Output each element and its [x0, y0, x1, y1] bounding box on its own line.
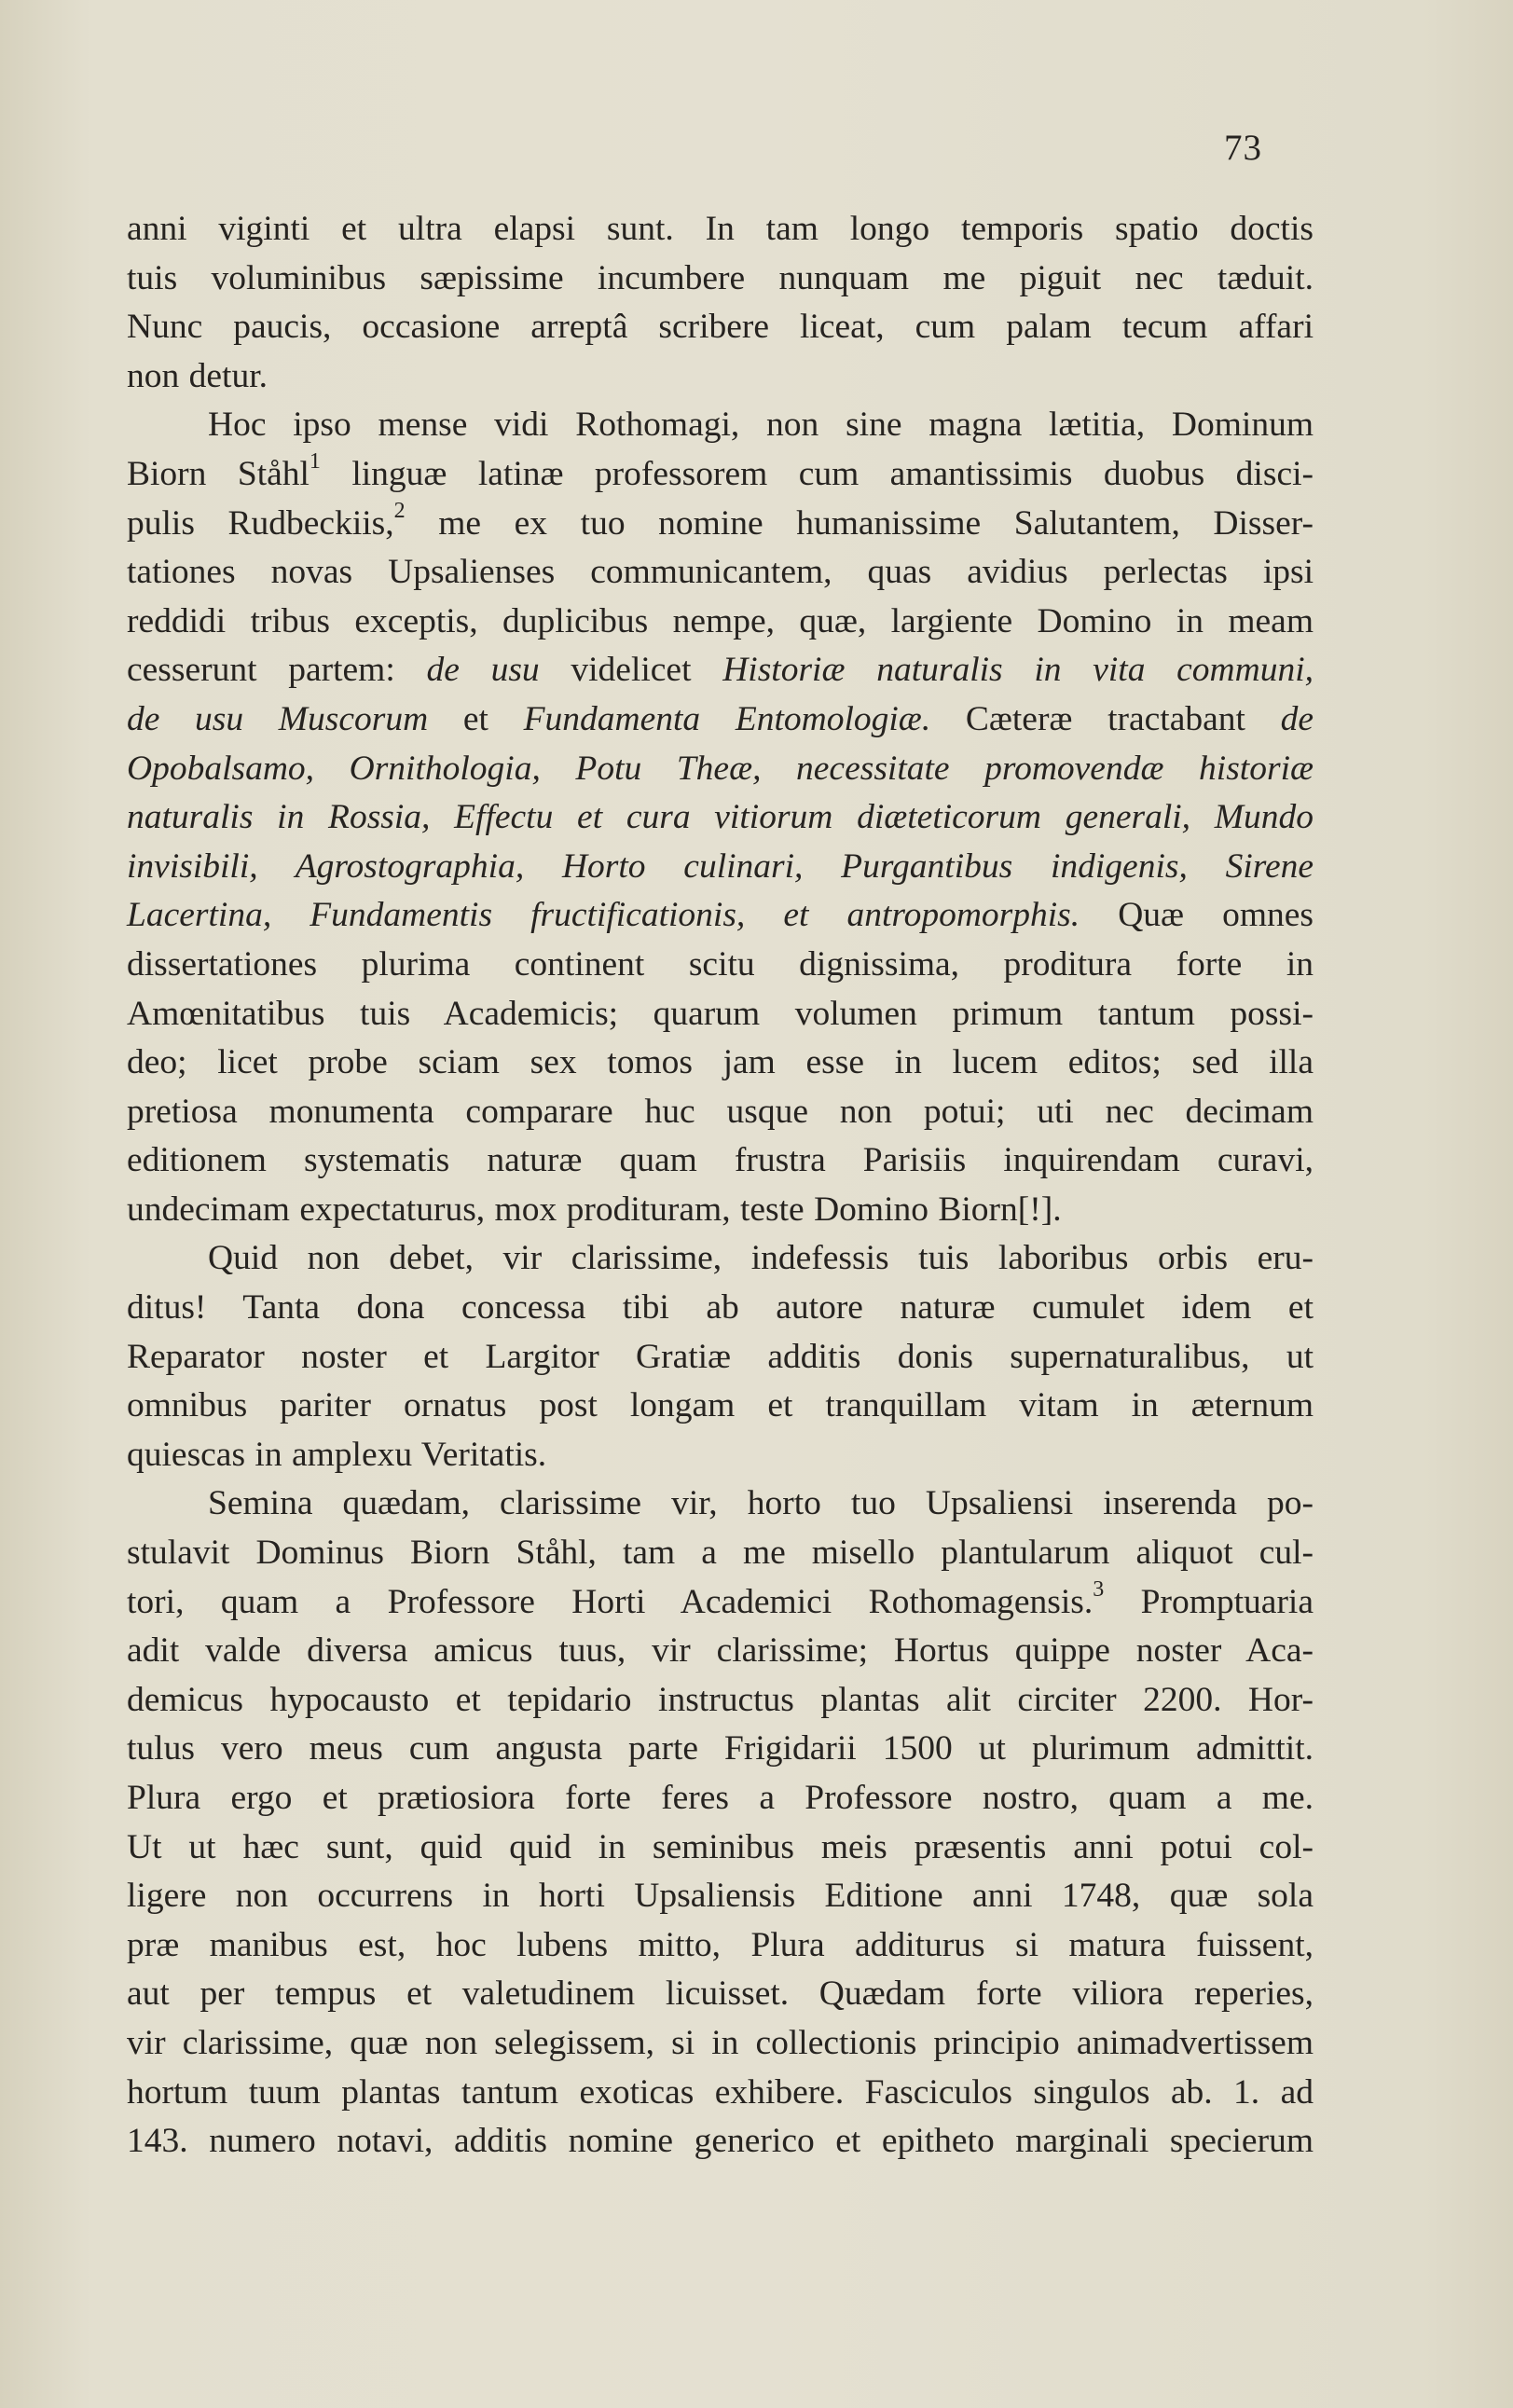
- text-run: tori, quam a Professore Horti Academici Rothomagensis.: [127, 1582, 1093, 1621]
- text-run: Biorn Ståhl: [127, 454, 309, 493]
- text-run: pulis Rudbeckiis,: [127, 503, 394, 543]
- text-line: [127, 1872, 1314, 1921]
- text-line: [127, 548, 1314, 598]
- text-line: [127, 1039, 1314, 1088]
- text-run: Reparator noster et Largitor Gratiæ additis donis supernaturalibus, ut: [127, 1337, 1314, 1376]
- text-line: [127, 1676, 1314, 1726]
- text-line: [127, 352, 1314, 402]
- text-line: [127, 843, 1314, 892]
- footnote-marker: 3: [1093, 1577, 1105, 1603]
- text-line: [127, 1234, 1314, 1284]
- text-line: [127, 695, 1314, 745]
- text-run: me ex tuo nomine humanissime Salutantem, Disser-: [405, 503, 1314, 543]
- text-run: demicus hypocausto et tepidario instructus plantas alit circiter 2200. Hor-: [127, 1680, 1314, 1719]
- text-run: hortum tuum plantas tantum exoticas exhibere. Fasciculos singulos ab. 1. ad: [127, 2072, 1314, 2112]
- text-line: [127, 793, 1314, 843]
- text-line: [127, 401, 1314, 450]
- footnote-marker: 1: [309, 449, 321, 475]
- text-run: quiescas in amplexu Veritatis.: [127, 1435, 547, 1474]
- text-line: [127, 1774, 1314, 1823]
- text-run: Nunc paucis, occasione arreptâ scribere liceat, cum palam tecum affari: [127, 308, 1314, 347]
- text-line: [127, 1921, 1314, 1971]
- text-run: anni viginti et ultra elapsi sunt. In tam longo temporis spatio doctis: [127, 210, 1314, 248]
- text-run: ditus! Tanta dona concessa tibi ab autore naturæ cumulet idem et: [127, 1288, 1314, 1328]
- text-run: stulavit Dominus Biorn Ståhl, tam a me misello plantularum aliquot cul-: [127, 1534, 1314, 1573]
- text-run: deo; licet probe sciam sex tomos jam esse in lucem editos; sed illa: [127, 1043, 1314, 1082]
- body-text: [127, 205, 1314, 2167]
- text-run: Hoc ipso mense vidi Rothomagi, non sine magna lætitia, Dominum: [208, 406, 1314, 445]
- text-run: videlicet: [539, 651, 723, 690]
- text-run: non detur.: [127, 356, 268, 395]
- text-run: Promptuaria: [1104, 1582, 1314, 1621]
- text-line: [127, 1382, 1314, 1431]
- text-line: [127, 1627, 1314, 1676]
- text-line: [127, 1431, 1314, 1480]
- text-run: ligere non occurrens in horti Upsaliensis Editione anni 1748, quæ sola: [127, 1877, 1314, 1916]
- text-run: Quæ omnes: [1080, 896, 1314, 935]
- italic-text: Fundamenta Entomologiæ.: [523, 699, 931, 738]
- text-line: [127, 450, 1314, 500]
- text-line: [127, 1333, 1314, 1383]
- text-line: [127, 2069, 1314, 2118]
- text-run: cesserunt partem:: [127, 651, 427, 690]
- italic-text: Opobalsamo, Ornithologia, Potu Theæ, necessitate promovendæ historiæ: [127, 749, 1314, 788]
- text-run: Semina quædam, clarissime vir, horto tuo Upsaliensi inserenda po-: [208, 1484, 1314, 1523]
- text-line: [127, 2019, 1314, 2069]
- italic-text: Historiæ naturalis in vita communi,: [722, 651, 1314, 690]
- italic-text: de usu: [426, 651, 540, 690]
- text-run: tuis voluminibus sæpissime incumbere nunquam me piguit nec tæduit.: [127, 258, 1314, 297]
- text-run: omnibus pariter ornatus post longam et tranquillam vitam in æternum: [127, 1386, 1314, 1425]
- text-line: [127, 745, 1314, 794]
- text-line: [127, 1529, 1314, 1578]
- text-line: [127, 205, 1314, 255]
- text-line: [127, 941, 1314, 990]
- text-run: aut per tempus et valetudinem licuisset. Quædam forte viliora reperies,: [127, 1975, 1314, 2014]
- text-run: linguæ latinæ professorem cum amantissimis duobus disci-: [320, 454, 1314, 493]
- italic-text: invisibili, Agrostographia, Horto culinari, Purgantibus indigenis, Sirene: [127, 846, 1314, 886]
- page-number: 73: [1224, 128, 1262, 168]
- italic-text: Lacertina, Fundamentis fructificationis, et antropomorphis.: [127, 896, 1080, 935]
- text-line: [127, 1284, 1314, 1333]
- text-run: Cæteræ tractabant: [930, 699, 1281, 738]
- text-line: [127, 598, 1314, 647]
- text-run: Quid non debet, vir clarissime, indefessis tuis laboribus orbis eru-: [208, 1239, 1314, 1278]
- text-run: reddidi tribus exceptis, duplicibus nempe, quæ, largiente Domino in meam: [127, 601, 1314, 640]
- text-run: undecimam expectaturus, mox prodituram, teste Domino Biorn[!].: [127, 1190, 1062, 1229]
- text-line: [127, 303, 1314, 352]
- text-run: Ut ut hæc sunt, quid quid in seminibus meis præsentis anni potui col-: [127, 1827, 1314, 1866]
- text-line: [127, 1136, 1314, 1186]
- text-line: [127, 500, 1314, 549]
- italic-text: de usu Muscorum: [127, 699, 429, 738]
- text-line: [127, 1823, 1314, 1873]
- text-run: Amœnitatibus tuis Academicis; quarum volumen primum tantum possi-: [127, 994, 1314, 1033]
- italic-text: naturalis in Rossia, Effectu et cura vitiorum diæteticorum generali, Mundo: [127, 798, 1314, 837]
- text-line: [127, 1479, 1314, 1529]
- text-line: [127, 1578, 1314, 1628]
- text-run: et: [428, 699, 524, 738]
- text-line: [127, 1186, 1314, 1235]
- text-line: [127, 1088, 1314, 1137]
- text-run: pretiosa monumenta comparare huc usque non potui; uti nec decimam: [127, 1092, 1314, 1131]
- text-line: [127, 646, 1314, 695]
- text-run: Plura ergo et prætiosiora forte feres a Professore nostro, quam a me.: [127, 1779, 1314, 1817]
- text-run: dissertationes plurima continent scitu dignissima, proditura forte in: [127, 944, 1314, 984]
- text-run: 143. numero notavi, additis nomine generico et epitheto marginali specierum: [127, 2122, 1314, 2161]
- text-run: præ manibus est, hoc lubens mitto, Plura additurus si matura fuissent,: [127, 1925, 1314, 1964]
- footnote-marker: 2: [393, 499, 406, 524]
- text-line: [127, 891, 1314, 941]
- text-line: [127, 1970, 1314, 2019]
- text-run: vir clarissime, quæ non selegissem, si in collectionis principio animadvertissem: [127, 2023, 1314, 2062]
- text-run: tulus vero meus cum angusta parte Frigidarii 1500 ut plurimum admittit.: [127, 1729, 1314, 1768]
- italic-text: de: [1280, 699, 1314, 738]
- text-run: editionem systematis naturæ quam frustra Parisiis inquirendam curavi,: [127, 1141, 1314, 1180]
- text-run: tationes novas Upsalienses communicantem, quas avidius perlectas ipsi: [127, 553, 1314, 592]
- text-line: [127, 1725, 1314, 1774]
- text-line: [127, 2117, 1314, 2167]
- text-run: adit valde diversa amicus tuus, vir clarissime; Hortus quippe noster Aca-: [127, 1631, 1314, 1671]
- text-line: [127, 255, 1314, 304]
- text-line: [127, 990, 1314, 1039]
